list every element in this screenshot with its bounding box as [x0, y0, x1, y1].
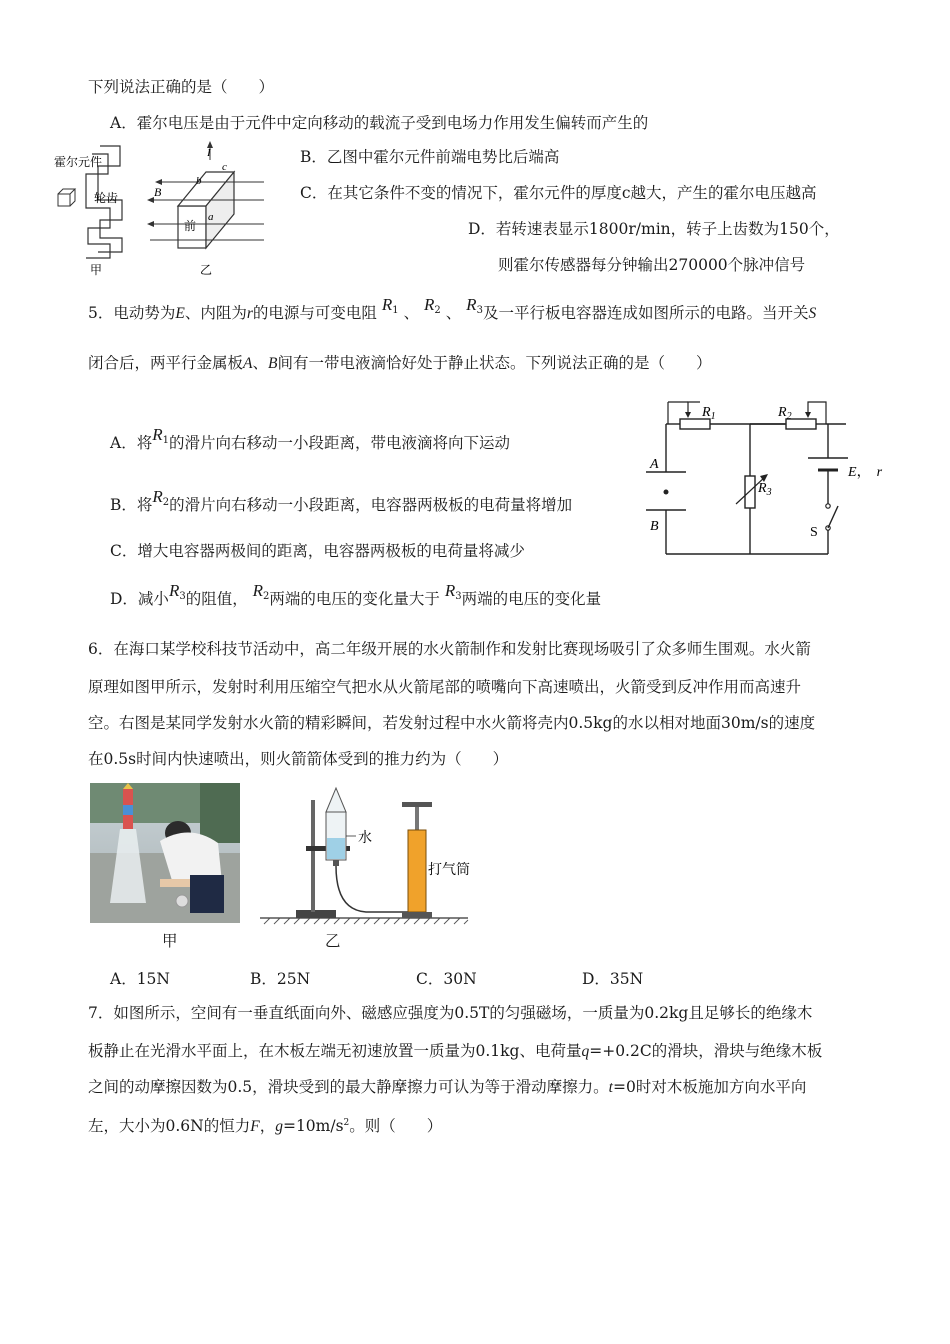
prev-question-stem: 下列说法正确的是（ ） — [88, 78, 275, 96]
hall-element-cube — [58, 189, 75, 206]
prev-option-d-line2: 则霍尔传感器每分钟输出270000个脉冲信号 — [498, 256, 806, 274]
charged-droplet — [664, 490, 669, 495]
gear-label: 轮齿 — [94, 191, 119, 205]
dimension-b-label: b — [196, 175, 202, 187]
r2-label: $R_2$ — [778, 405, 792, 422]
switch-lever — [828, 506, 838, 528]
hall-block — [178, 172, 234, 248]
prev-option-c: C．在其它条件不变的情况下，霍尔元件的厚度c越大，产生的霍尔电压越高 — [300, 184, 817, 202]
water-rocket-diagram — [256, 782, 476, 950]
q6-line2: 原理如图甲所示，发射时利用压缩空气把水从火箭尾部的喷嘴向下高速喷出，火箭受到反冲作用而高速升 — [88, 678, 802, 696]
q5-line2: 闭合后，两平行金属板A、B间有一带电液滴恰好处于静止状态。下列说法正确的是（ ） — [88, 354, 712, 372]
water-rocket-photo — [90, 783, 240, 923]
water-label: 水 — [358, 830, 372, 846]
battery-label: E， r — [848, 465, 883, 480]
q7-line3: 之间的动摩擦因数为0.5，滑块受到的最大静摩擦力可认为等于滑动摩擦力。t=0时对木板施加方向水平向 — [88, 1078, 807, 1096]
q5-option-d: D．减小$R^3$的阻值， $R^2$两端的电压的变化量大于 $R^3$两端的电压的变化量 — [110, 581, 602, 608]
prev-option-d-line1: D．若转速表显示1800r/min，转子上齿数为150个， — [468, 220, 840, 238]
plate-b-label: B — [650, 519, 659, 534]
hall-element-label: 霍尔元件 — [54, 155, 103, 169]
dimension-c-label: c — [222, 161, 227, 173]
q6-line4: 在0.5s时间内快速喷出，则火箭箭体受到的推力约为（ ） — [88, 750, 509, 768]
r1-resistor — [680, 419, 710, 429]
q5-line1: 5．电动势为E、内阻为r的电源与可变电阻 $R^1$ 、 $R^2$ 、 $R^3$及一平行板电容器连成如图所示的电路。当开关S — [88, 295, 817, 322]
dimension-a-label: a — [208, 211, 214, 223]
q6-option-a: A．15N — [110, 970, 170, 988]
plate-a-label: A — [650, 457, 659, 472]
pump-label: 打气筒 — [428, 862, 470, 878]
circuit-diagram — [640, 398, 890, 560]
prev-option-b: B．乙图中霍尔元件前端电势比后端高 — [300, 148, 560, 166]
q6-option-d: D．35N — [582, 970, 644, 988]
front-face-label: 前 — [184, 219, 197, 233]
switch-label: S — [810, 525, 818, 540]
air-hose — [336, 866, 414, 912]
q7-line4: 左，大小为0.6N的恒力F，$g=10m/s^2$。则（ ） — [88, 1117, 443, 1135]
r3-resistor — [745, 476, 755, 508]
r3-label: $R_3$ — [758, 481, 772, 498]
q7-line2: 板静止在光滑水平面上，在木板左端无初速放置一质量为0.1kg、电荷量q=+0.2C的滑块，滑块与绝缘木板 — [88, 1042, 823, 1060]
figure-yi-label: 乙 — [200, 263, 213, 277]
q6-line3: 空。右图是某同学发射水火箭的精彩瞬间，若发射过程中水火箭将壳内0.5kg的水以相对地面30m/s的速度 — [88, 714, 816, 732]
prev-option-a: A．霍尔电压是由于元件中定向移动的载流子受到电场力作用发生偏转而产生的 — [110, 114, 649, 132]
q6-option-c: C．30N — [416, 970, 477, 988]
field-label: B — [154, 185, 162, 199]
stand-rod — [311, 800, 315, 912]
current-label: I — [207, 147, 211, 159]
stand-base — [296, 910, 336, 918]
q6-line1: 6．在海口某学校科技节活动中，高二年级开展的水火箭制作和发射比赛现场吸引了众多师生围观。水火箭 — [88, 640, 811, 658]
rocket-bottle — [326, 788, 346, 866]
q5-option-c: C．增大电容器两极间的距离，电容器两极板的电荷量将减少 — [110, 542, 525, 560]
q7-line1: 7．如图所示，空间有一垂直纸面向外、磁感应强度为0.5T的匀强磁场，一质量为0.2kg且足够长的绝缘木 — [88, 1004, 813, 1022]
photo-jia-label: 甲 — [162, 932, 178, 950]
r1-label: $R_1$ — [702, 405, 716, 422]
figure-jia-label: 甲 — [90, 263, 103, 277]
diagram-yi-label: 乙 — [325, 932, 341, 950]
q5-option-b: B．将$R^2$的滑片向右移动一小段距离，电容器两极板的电荷量将增加 — [110, 487, 573, 514]
air-pump — [402, 802, 432, 918]
hall-sensor-figure — [50, 140, 270, 282]
q5-option-a: A．将$R^1$的滑片向右移动一小段距离，带电液滴将向下运动 — [110, 425, 510, 452]
q6-option-b: B．25N — [250, 970, 311, 988]
